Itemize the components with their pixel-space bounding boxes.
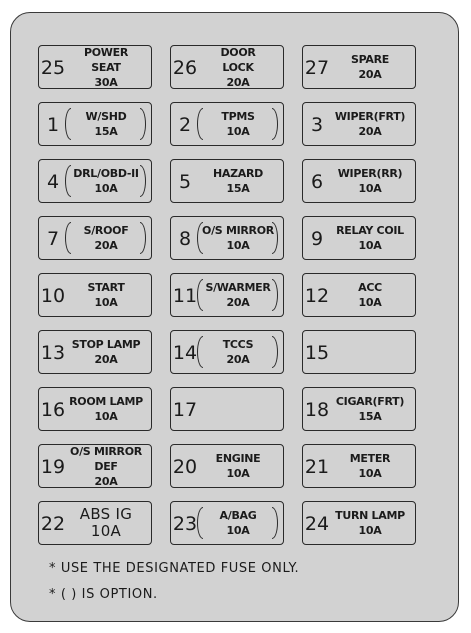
note-option: * ( ) IS OPTION. bbox=[49, 587, 158, 602]
fuse-number: 19 bbox=[40, 455, 66, 478]
fuse-circuit-name: CIGAR(FRT) bbox=[335, 395, 405, 408]
fuse-number: 12 bbox=[304, 284, 330, 307]
fuse-25 bbox=[38, 45, 152, 89]
fuse-number: 10 bbox=[40, 284, 66, 307]
fuse-label bbox=[67, 445, 145, 487]
fuse-rating: 10A bbox=[94, 410, 118, 423]
option-bracket-left bbox=[197, 279, 203, 311]
fuse-rating: 10A bbox=[358, 296, 382, 309]
fuse-label bbox=[331, 217, 409, 259]
fuse-19 bbox=[38, 444, 152, 488]
fuse-3 bbox=[302, 102, 416, 146]
fuse-label bbox=[331, 160, 409, 202]
fuse-circuit-name: WIPER(RR) bbox=[337, 167, 403, 180]
fuse-label bbox=[199, 388, 277, 430]
fuse-number: 6 bbox=[310, 170, 324, 193]
fuse-label bbox=[67, 160, 145, 202]
fuse-4 bbox=[38, 159, 152, 203]
fuse-number: 25 bbox=[40, 56, 66, 79]
fuse-circuit-name: ABS IG bbox=[79, 505, 133, 523]
fuse-number: 14 bbox=[172, 341, 198, 364]
fuse-circuit-name: W/SHD bbox=[85, 110, 127, 123]
fuse-label bbox=[331, 46, 409, 88]
option-bracket-right bbox=[272, 108, 278, 140]
option-bracket-right bbox=[140, 165, 146, 197]
fuse-rating: 20A bbox=[94, 239, 118, 252]
fuse-number: 2 bbox=[178, 113, 192, 136]
fuse-label bbox=[199, 445, 277, 487]
fuse-label bbox=[199, 217, 277, 259]
fuse-1 bbox=[38, 102, 152, 146]
fuse-label bbox=[67, 331, 145, 373]
option-bracket-right bbox=[272, 279, 278, 311]
fuse-27 bbox=[302, 45, 416, 89]
fuse-circuit-name: S/WARMER bbox=[205, 281, 271, 294]
fuse-22 bbox=[38, 501, 152, 545]
fuse-26 bbox=[170, 45, 284, 89]
option-bracket-right bbox=[272, 507, 278, 539]
fuse-rating: 10A bbox=[358, 182, 382, 195]
fuse-circuit-name: ROOM LAMP bbox=[69, 395, 143, 408]
option-bracket-left bbox=[197, 222, 203, 254]
fuse-number: 4 bbox=[46, 170, 60, 193]
fuse-number: 8 bbox=[178, 227, 192, 250]
note-designated-fuse: * USE THE DESIGNATED FUSE ONLY. bbox=[49, 561, 300, 576]
fuse-number: 13 bbox=[40, 341, 66, 364]
fuse-label bbox=[67, 274, 145, 316]
fuse-circuit-name: ENGINE bbox=[215, 452, 261, 465]
fuse-circuit-name: POWER bbox=[83, 45, 129, 59]
fuse-rating: 15A bbox=[358, 410, 382, 423]
fuse-circuit-name: TCCS bbox=[222, 338, 254, 351]
fuse-label bbox=[331, 388, 409, 430]
fuse-10 bbox=[38, 273, 152, 317]
fuse-label bbox=[199, 103, 277, 145]
fuse-number: 16 bbox=[40, 398, 66, 421]
fuse-number: 5 bbox=[178, 170, 192, 193]
fuse-number: 15 bbox=[304, 341, 330, 364]
fuse-23 bbox=[170, 501, 284, 545]
fuse-circuit-name: A/BAG bbox=[219, 509, 257, 522]
fuse-rating: 10A bbox=[226, 125, 250, 138]
fuse-16 bbox=[38, 387, 152, 431]
fuse-circuit-name: RELAY COIL bbox=[336, 224, 404, 237]
fuse-label bbox=[67, 502, 145, 544]
fuse-12 bbox=[302, 273, 416, 317]
fuse-circuit-name: O/S MIRROR bbox=[202, 224, 274, 237]
fuse-rating: 10A bbox=[94, 182, 118, 195]
fuse-number: 3 bbox=[310, 113, 324, 136]
fuse-label bbox=[199, 160, 277, 202]
fuse-box-panel bbox=[10, 12, 459, 622]
fuse-rating: 30A bbox=[94, 75, 118, 89]
fuse-9 bbox=[302, 216, 416, 260]
fuse-number: 24 bbox=[304, 512, 330, 535]
fuse-rating: 10A bbox=[226, 524, 250, 537]
fuse-number: 7 bbox=[46, 227, 60, 250]
fuse-7 bbox=[38, 216, 152, 260]
fuse-circuit-name: SPARE bbox=[351, 53, 389, 66]
fuse-rating: 20A bbox=[358, 68, 382, 81]
fuse-label bbox=[331, 274, 409, 316]
fuse-circuit-name: DEF bbox=[94, 459, 118, 473]
fuse-24 bbox=[302, 501, 416, 545]
fuse-rating: 10A bbox=[358, 239, 382, 252]
fuse-rating: 20A bbox=[226, 75, 250, 89]
fuse-circuit-name: TURN LAMP bbox=[335, 509, 405, 522]
fuse-18 bbox=[302, 387, 416, 431]
fuse-label bbox=[331, 445, 409, 487]
fuse-rating: 20A bbox=[358, 125, 382, 138]
fuse-number: 22 bbox=[40, 512, 66, 535]
fuse-circuit-name: HAZARD bbox=[212, 167, 263, 180]
option-bracket-right bbox=[272, 336, 278, 368]
fuse-20 bbox=[170, 444, 284, 488]
fuse-rating: 10A bbox=[358, 524, 382, 537]
option-bracket-left bbox=[65, 165, 71, 197]
fuse-6 bbox=[302, 159, 416, 203]
fuse-circuit-name: WIPER(FRT) bbox=[334, 110, 406, 123]
option-bracket-left bbox=[197, 336, 203, 368]
fuse-21 bbox=[302, 444, 416, 488]
fuse-number: 18 bbox=[304, 398, 330, 421]
fuse-circuit-name: DRL/OBD-II bbox=[73, 167, 139, 180]
fuse-label bbox=[199, 274, 277, 316]
fuse-rating: 10A bbox=[226, 239, 250, 252]
fuse-label bbox=[199, 46, 277, 88]
fuse-rating: 15A bbox=[94, 125, 118, 138]
fuse-label bbox=[199, 502, 277, 544]
fuse-label bbox=[67, 388, 145, 430]
option-bracket-left bbox=[197, 507, 203, 539]
fuse-rating: 20A bbox=[94, 353, 118, 366]
fuse-number: 17 bbox=[172, 398, 198, 421]
fuse-rating: 10A bbox=[94, 296, 118, 309]
fuse-circuit-name: O/S MIRROR bbox=[70, 444, 142, 458]
fuse-15 bbox=[302, 330, 416, 374]
option-bracket-right bbox=[272, 222, 278, 254]
option-bracket-right bbox=[140, 108, 146, 140]
fuse-circuit-name: S/ROOF bbox=[83, 224, 129, 237]
fuse-label bbox=[67, 103, 145, 145]
fuse-number: 23 bbox=[172, 512, 198, 535]
option-bracket-right bbox=[140, 222, 146, 254]
fuse-circuit-name: DOOR bbox=[220, 45, 256, 59]
fuse-circuit-name: LOCK bbox=[222, 60, 254, 74]
fuse-number: 9 bbox=[310, 227, 324, 250]
option-bracket-left bbox=[65, 222, 71, 254]
fuse-rating: 20A bbox=[94, 474, 118, 488]
fuse-number: 21 bbox=[304, 455, 330, 478]
fuse-label bbox=[331, 331, 409, 373]
fuse-circuit-name: SEAT bbox=[91, 60, 121, 74]
fuse-number: 20 bbox=[172, 455, 198, 478]
fuse-11 bbox=[170, 273, 284, 317]
fuse-13 bbox=[38, 330, 152, 374]
fuse-rating: 10A bbox=[358, 467, 382, 480]
option-bracket-left bbox=[65, 108, 71, 140]
fuse-14 bbox=[170, 330, 284, 374]
fuse-label bbox=[67, 217, 145, 259]
fuse-label bbox=[331, 502, 409, 544]
fuse-rating: 10A bbox=[90, 522, 122, 540]
fuse-number: 26 bbox=[172, 56, 198, 79]
fuse-number: 11 bbox=[172, 284, 198, 307]
fuse-label bbox=[331, 103, 409, 145]
fuse-circuit-name: START bbox=[87, 281, 125, 294]
fuse-label bbox=[67, 46, 145, 88]
fuse-rating: 10A bbox=[226, 467, 250, 480]
fuse-rating: 20A bbox=[226, 296, 250, 309]
fuse-label bbox=[199, 331, 277, 373]
fuse-circuit-name: METER bbox=[349, 452, 391, 465]
fuse-rating: 20A bbox=[226, 353, 250, 366]
option-bracket-left bbox=[197, 108, 203, 140]
fuse-circuit-name: TPMS bbox=[221, 110, 255, 123]
fuse-circuit-name: ACC bbox=[358, 281, 382, 294]
fuse-circuit-name: STOP LAMP bbox=[71, 338, 141, 351]
fuse-rating: 15A bbox=[226, 182, 250, 195]
fuse-number: 27 bbox=[304, 56, 330, 79]
fuse-5 bbox=[170, 159, 284, 203]
fuse-17 bbox=[170, 387, 284, 431]
fuse-2 bbox=[170, 102, 284, 146]
fuse-8 bbox=[170, 216, 284, 260]
fuse-number: 1 bbox=[46, 113, 60, 136]
